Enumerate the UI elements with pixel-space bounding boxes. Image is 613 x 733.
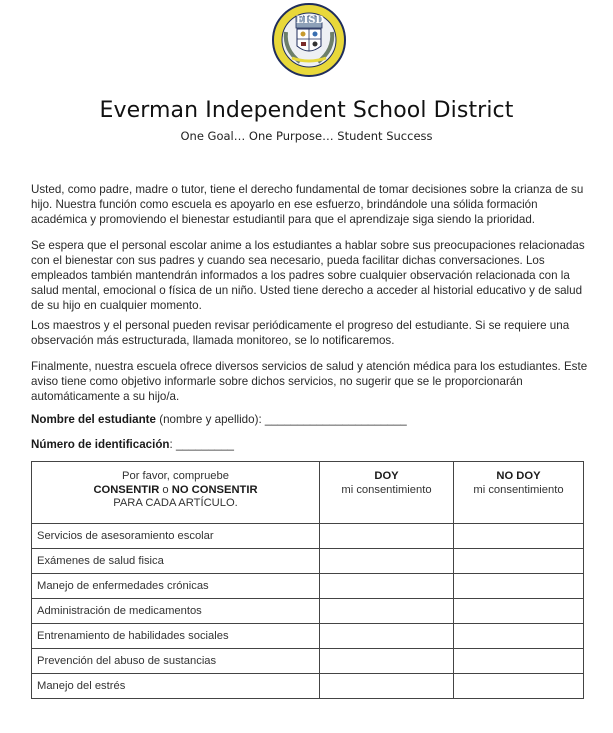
monitoring-paragraph: Los maestros y el personal pueden revisar periódicamente el progreso del estudiante. Si se requiere una observación más estructurada, llamada monitoreo, se lo notificaremos. [31,319,570,347]
instruction-header [32,462,320,524]
student-id-field[interactable] [31,438,234,451]
student-name-blank[interactable]: ______________________ [264,413,407,426]
table-row [32,649,584,674]
table-row [32,624,584,649]
table-row [32,599,584,624]
consent-column-subtitle: mi consentimiento [341,483,432,496]
no-consent-checkbox-cell[interactable] [454,624,584,649]
student-id-hint: : [169,438,176,451]
service-label: Administración de medicamentos [32,599,320,624]
no-consent-column-subtitle: mi consentimiento [473,483,564,496]
no-consent-bold-label: NO CONSENTIR [171,483,258,496]
service-label: Manejo del estrés [32,674,320,699]
consent-table-header [32,462,584,524]
services-paragraph: Finalmente, nuestra escuela ofrece diversos servicios de salud y atención médica para los estudiantes. Este aviso tiene como objetivo informarle sobre dichos servicios, no sugerir que se le proporcionarán automáticamente a su hijo/a. [31,360,588,403]
consent-bold-label: CONSENTIR [93,483,160,496]
consent-checkbox-cell[interactable] [320,624,454,649]
instruction-line-1: Por favor, compruebe [122,470,229,482]
consent-checkbox-cell[interactable] [320,549,454,574]
consent-checkbox-cell[interactable] [320,599,454,624]
district-seal-logo [270,2,348,78]
table-row [32,674,584,699]
consent-column-header [320,462,454,524]
consent-checkbox-cell[interactable] [320,524,454,549]
service-label: Manejo de enfermedades crónicas [32,574,320,599]
service-label: Prevención del abuso de sustancias [32,649,320,674]
connector-text: o [159,483,172,496]
consent-column-title: DOY [374,470,399,482]
service-label: Servicios de asesoramiento escolar [32,524,320,549]
seal-text: EISD [296,15,325,26]
wellbeing-paragraph: Se espera que el personal escolar anime a los estudiantes a hablar sobre sus preocupaciones relacionadas con el bienestar con sus padres y cuando sea necesario, pueda facilitar dichas conversaciones. Los empleados también mantendrán informados a los padres sobre cualquier observación relacionada con la salud mental, emocional o física de un niño. Usted tiene derecho a acceder al historial educativo y de salud de su hijo en cualquier momento. [31,239,585,312]
no-consent-column-header [454,462,584,524]
consent-checkbox-cell[interactable] [320,574,454,599]
student-id-blank[interactable]: _________ [175,438,234,451]
no-consent-checkbox-cell[interactable] [454,574,584,599]
no-consent-checkbox-cell[interactable] [454,524,584,549]
no-consent-checkbox-cell[interactable] [454,599,584,624]
table-row [32,549,584,574]
district-seal-icon [270,2,348,78]
table-row [32,524,584,549]
service-label: Exámenes de salud fisica [32,549,320,574]
consent-checkbox-cell[interactable] [320,674,454,699]
student-name-field[interactable] [31,413,407,426]
instruction-line-3: PARA CADA ARTÍCULO. [113,497,238,509]
service-label: Entrenamiento de habilidades sociales [32,624,320,649]
table-row [32,574,584,599]
consent-checkbox-cell[interactable] [320,649,454,674]
no-consent-checkbox-cell[interactable] [454,674,584,699]
intro-paragraph: Usted, como padre, madre o tutor, tiene el derecho fundamental de tomar decisiones sobre la crianza de su hijo. Nuestra función como escuela es apoyarlo en ese esfuerzo, brindándole una sólida formación académica y promoviendo el bienestar estudiantil para que el aprendizaje siga siendo la prioridad. [31,183,584,226]
district-tagline: One Goal… One Purpose… Student Success [180,129,433,143]
consent-table [31,461,584,699]
no-consent-checkbox-cell[interactable] [454,549,584,574]
student-id-label: Número de identificación [31,438,170,451]
no-consent-checkbox-cell[interactable] [454,649,584,674]
district-title: Everman Independent School District [99,98,514,123]
student-name-hint: (nombre y apellido): [155,413,265,426]
student-name-label: Nombre del estudiante [31,413,156,426]
no-consent-column-title: NO DOY [496,470,541,482]
